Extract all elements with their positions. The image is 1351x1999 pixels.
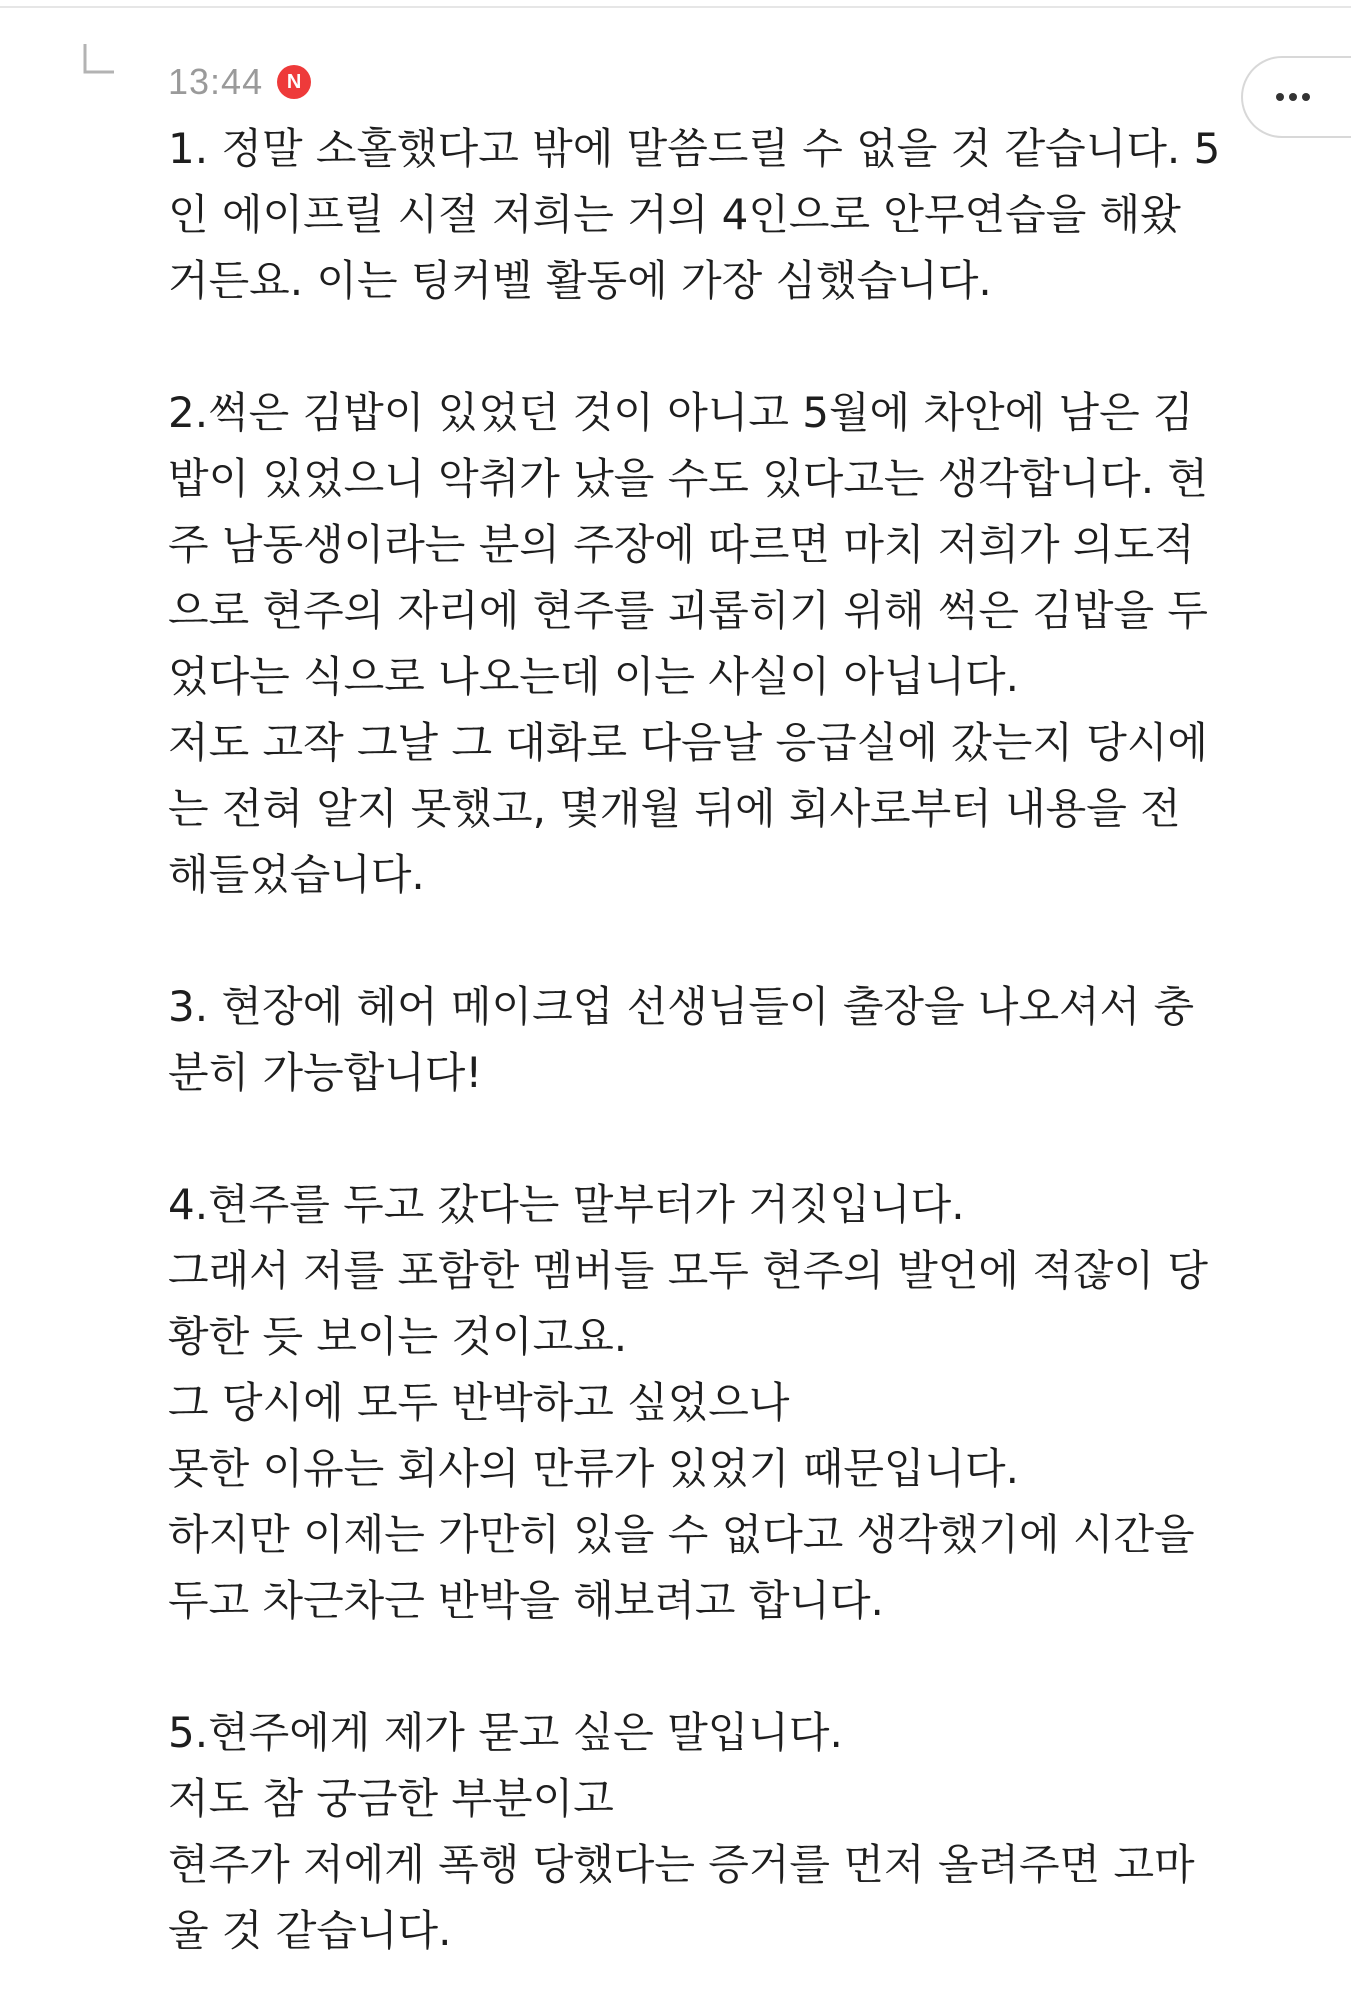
comment-line: 2.썩은 김밥이 있었던 것이 아니고 5월에 차안에 남은 김 — [168, 388, 1194, 437]
more-options-button[interactable] — [1241, 56, 1351, 138]
comment-meta — [168, 54, 311, 110]
comment-line: 인 에이프릴 시절 저희는 거의 4인으로 안무연습을 해왔 — [168, 190, 1181, 239]
comment-paragraph — [168, 380, 1243, 908]
reply-corner-icon — [82, 42, 116, 76]
comment-line: 하지만 이제는 가만히 있을 수 없다고 생각했기에 시간을 — [168, 1510, 1195, 1559]
comment-paragraph — [168, 1172, 1243, 1634]
comment-line: 그래서 저를 포함한 멤버들 모두 현주의 발언에 적잖이 당 — [168, 1246, 1208, 1295]
comment-line: 저도 고작 그날 그 대화로 다음날 응급실에 갔는지 당시에 — [168, 718, 1208, 767]
comment-line: 해들었습니다. — [168, 850, 425, 899]
comment-line: 3. 현장에 헤어 메이크업 선생님들이 출장을 나오셔서 충 — [168, 982, 1195, 1031]
comment-paragraph — [168, 116, 1243, 314]
comment-line: 거든요. 이는 팅커벨 활동에 가장 심했습니다. — [168, 256, 992, 305]
comment-line: 4.현주를 두고 갔다는 말부터가 거짓입니다. — [168, 1180, 965, 1229]
top-divider — [0, 6, 1351, 8]
comment-line: 황한 듯 보이는 것이고요. — [168, 1312, 628, 1361]
comment-line: 못한 이유는 회사의 만류가 있었기 때문입니다. — [168, 1444, 1019, 1493]
comment-paragraph — [168, 1700, 1243, 1964]
comment-paragraph — [168, 974, 1243, 1106]
comment-line: 1. 정말 소홀했다고 밖에 말씀드릴 수 없을 것 같습니다. 5 — [168, 124, 1221, 173]
comment-timestamp: 13:44 — [168, 61, 264, 102]
comment-line: 저도 참 궁금한 부분이고 — [168, 1774, 614, 1823]
comment-line: 울 것 같습니다. — [168, 1906, 452, 1955]
comment-line: 었다는 식으로 나오는데 이는 사실이 아닙니다. — [168, 652, 1019, 701]
comment-line: 밥이 있었으니 악취가 났을 수도 있다고는 생각합니다. 현 — [168, 454, 1208, 503]
comment-line: 그 당시에 모두 반박하고 싶었으나 — [168, 1378, 790, 1427]
comment-line: 분히 가능합니다! — [168, 1048, 483, 1097]
comment-line: 주 남동생이라는 분의 주장에 따르면 마치 저희가 의도적 — [168, 520, 1195, 569]
more-dots-icon — [1275, 92, 1311, 102]
new-badge: N — [277, 65, 311, 99]
comment-line: 으로 현주의 자리에 현주를 괴롭히기 위해 썩은 김밥을 두 — [168, 586, 1208, 635]
comment-line: 현주가 저에게 폭행 당했다는 증거를 먼저 올려주면 고마 — [168, 1840, 1195, 1889]
comment-line: 두고 차근차근 반박을 해보려고 합니다. — [168, 1576, 884, 1625]
comment-text — [168, 116, 1243, 1964]
comment-line: 는 전혀 알지 못했고, 몇개월 뒤에 회사로부터 내용을 전 — [168, 784, 1181, 833]
comment-line: 5.현주에게 제가 묻고 싶은 말입니다. — [168, 1708, 843, 1757]
